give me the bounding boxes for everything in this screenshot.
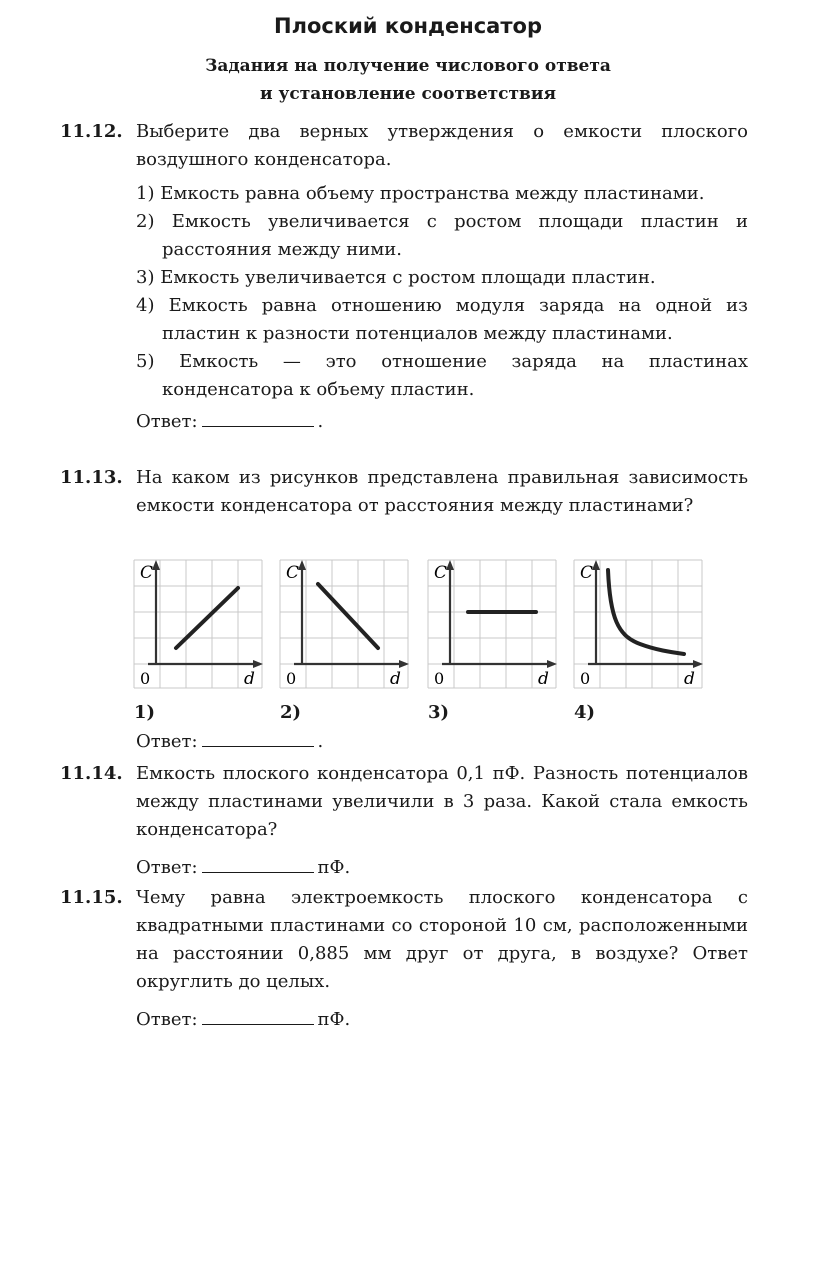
graph-4-axis-x: d	[684, 669, 695, 689]
graph-label-3: 3)	[428, 702, 450, 723]
answer-blank[interactable]	[202, 408, 314, 427]
graph-2-origin: 0	[286, 669, 297, 688]
answer-line	[136, 408, 748, 436]
graph-4-origin: 0	[580, 669, 591, 688]
page-title: Плоский конденсатор	[274, 14, 542, 38]
task-11-13-answer	[60, 728, 748, 756]
graph-4-axis-y: C	[580, 563, 594, 583]
graph-label-4: 4)	[574, 702, 596, 723]
graph-label-2: 2)	[280, 702, 302, 723]
answer-label: Ответ:	[136, 1009, 198, 1030]
subtitle-line-1: Задания на получение числового ответа	[205, 56, 611, 76]
graph-3	[426, 558, 558, 690]
answer-label: Ответ:	[136, 857, 198, 878]
task-11-14	[60, 760, 748, 882]
task-11-15	[60, 884, 748, 1034]
graph-2	[278, 558, 410, 690]
task-number: 11.13.	[60, 467, 123, 488]
graph-2-axis-y: C	[286, 563, 300, 583]
answer-line	[136, 1006, 748, 1034]
graph-label-1: 1)	[134, 702, 156, 723]
answer-unit: пФ.	[317, 857, 351, 878]
graph-2-axis-x: d	[390, 669, 401, 689]
answer-blank[interactable]	[202, 854, 314, 873]
task-11-13	[60, 464, 748, 520]
option-2: 2) Емкость увеличивается с ростом площади пластин и расстояния между ними.	[136, 211, 748, 260]
graph-1-curve	[176, 588, 238, 648]
option-4: 4) Емкость равна отношению модуля заряда на одной из пластин к разности потенциалов между пластинами.	[136, 295, 748, 344]
graph-1	[132, 558, 264, 690]
option-5: 5) Емкость — это отношение заряда на пластинах конденсатора к объему пластин.	[136, 351, 748, 400]
graph-1-axis-x: d	[244, 669, 255, 689]
task-question: Выберите два верных утверждения о емкости плоского воздушного конденсатора.	[136, 121, 748, 170]
graph-4	[572, 558, 704, 690]
task-question: Емкость плоского конденсатора 0,1 пФ. Разность потенциалов между пластинами увеличили в 3 раза. Какой стала емкость конденсатора?	[136, 763, 748, 840]
answer-label: Ответ:	[136, 731, 198, 752]
option-3: 3) Емкость увеличивается с ростом площади пластин.	[136, 267, 656, 288]
task-11-12	[60, 118, 748, 436]
answer-line	[136, 854, 748, 882]
graphs-row	[132, 558, 712, 728]
answer-suffix: .	[317, 731, 324, 752]
answer-label: Ответ:	[136, 411, 198, 432]
answer-blank[interactable]	[202, 728, 314, 747]
answer-suffix: .	[317, 411, 324, 432]
task-number: 11.15.	[60, 887, 123, 908]
task-number: 11.14.	[60, 763, 123, 784]
graph-3-origin: 0	[434, 669, 445, 688]
graph-3-axis-x: d	[538, 669, 549, 689]
answer-line	[136, 728, 748, 756]
options-list	[136, 180, 748, 404]
subtitle-line-2: и установление соответствия	[259, 84, 557, 104]
graph-1-axis-y: C	[140, 563, 154, 583]
task-question: Чему равна электроемкость плоского конденсатора с квадратными пластинами со стороной 10 см, расположенными на расстоянии 0,885 мм друг от друга, в воздухе? Ответ округлить до целых.	[136, 887, 748, 992]
task-number: 11.12.	[60, 121, 123, 142]
answer-unit: пФ.	[317, 1009, 351, 1030]
option-1: 1) Емкость равна объему пространства между пластинами.	[136, 183, 705, 204]
section-subtitle	[0, 52, 816, 108]
task-question: На каком из рисунков представлена правильная зависимость емкости конденсатора от расстояния между пластинами?	[136, 467, 748, 516]
answer-blank[interactable]	[202, 1006, 314, 1025]
graph-1-origin: 0	[140, 669, 151, 688]
graph-3-axis-y: C	[434, 563, 448, 583]
